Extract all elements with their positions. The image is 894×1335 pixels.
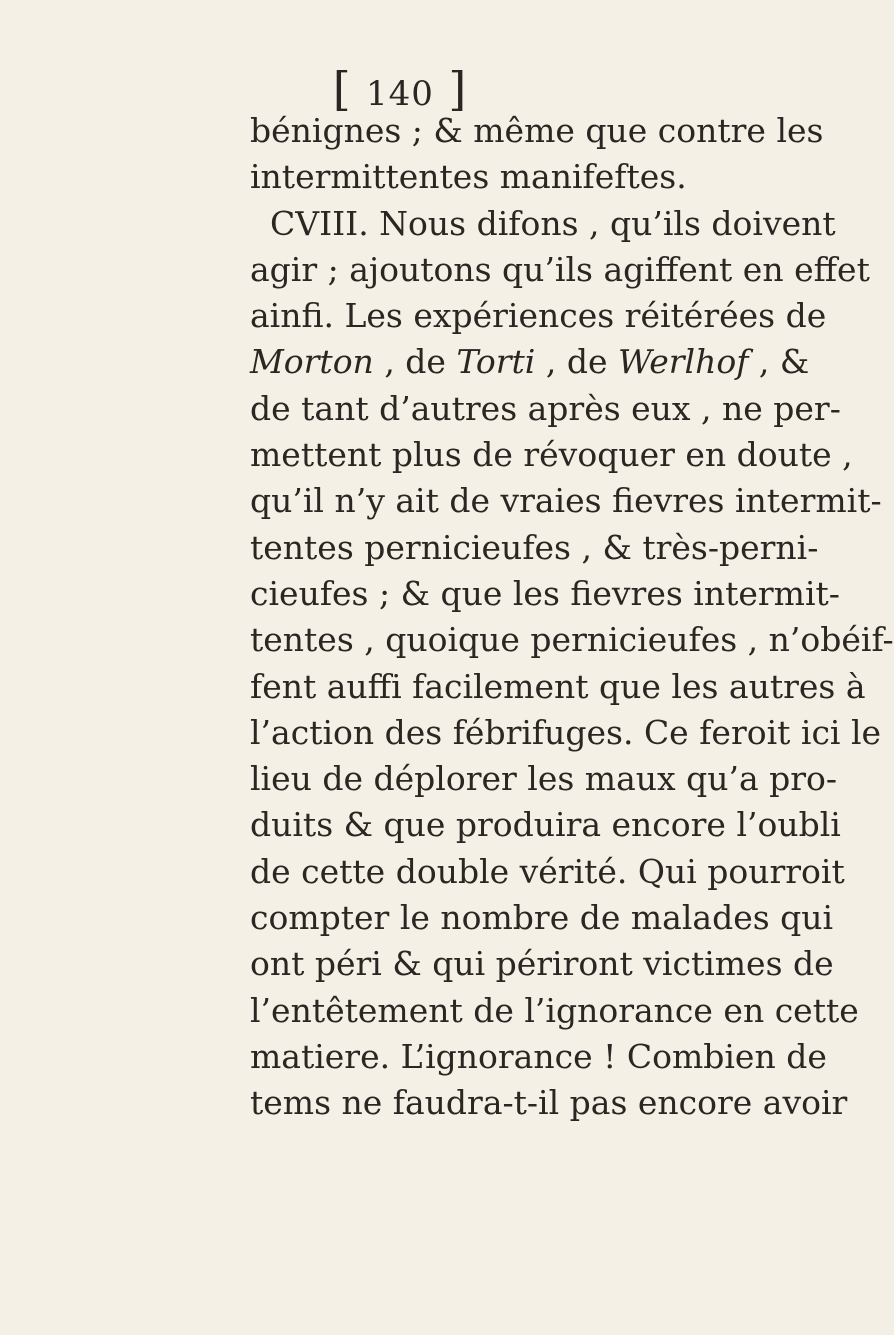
- text-line: agir ; ajoutons qu’ils agiffent en effet: [250, 249, 870, 289]
- text-line: de cette double vérité. Qui pourroit: [250, 851, 845, 891]
- text-line: tentes pernicieufes , & très-perni-: [250, 527, 819, 567]
- header-open-bracket: [: [332, 62, 352, 116]
- text-line: intermittentes manifeftes.: [250, 157, 687, 197]
- text-line: tentes , quoique pernicieufes , n’obéif-: [250, 620, 894, 660]
- text-line: [250, 339, 810, 385]
- author-name: Torti: [456, 342, 536, 382]
- header-close-bracket: ]: [448, 62, 468, 116]
- text-line: lieu de déplorer les maux qu’a pro-: [250, 759, 838, 799]
- text-line: duits & que produira encore l’oubli: [250, 805, 841, 845]
- text-line: matiere. L’ignorance ! Combien de: [250, 1036, 827, 1076]
- text-line: l’action des fébrifuges. Ce feroit ici le: [250, 712, 882, 752]
- text-line: ont péri & qui périront victimes de: [250, 944, 834, 984]
- author-name: Morton: [250, 342, 374, 382]
- text-fragment: , de: [373, 342, 457, 382]
- text-line: de tant d’autres après eux , ne per-: [250, 388, 841, 428]
- text-line: ainfi. Les expériences réitérées de: [250, 296, 827, 336]
- text-fragment: , &: [748, 342, 810, 382]
- page-number: 140: [366, 74, 434, 114]
- text-line: bénignes ; & même que contre les: [250, 111, 824, 150]
- text-line: qu’il n’y ait de vraies fievres intermit-: [250, 481, 882, 521]
- text-line: l’entêtement de l’ignorance en cette: [250, 990, 859, 1030]
- text-line: CVIII. Nous difons , qu’ils doivent: [270, 203, 836, 243]
- text-line: cieufes ; & que les fievres intermit-: [250, 573, 840, 613]
- text-fragment: , de: [535, 342, 618, 382]
- text-line: compter le nombre de malades qui: [250, 898, 834, 938]
- text-line: tems ne faudra-t-il pas encore avoir: [250, 1083, 848, 1123]
- text-line: fent auffi facilement que les autres à: [250, 666, 866, 706]
- body-text: [250, 108, 894, 1127]
- author-name: Werlhof: [618, 342, 749, 382]
- text-line: mettent plus de révoquer en doute ,: [250, 435, 853, 475]
